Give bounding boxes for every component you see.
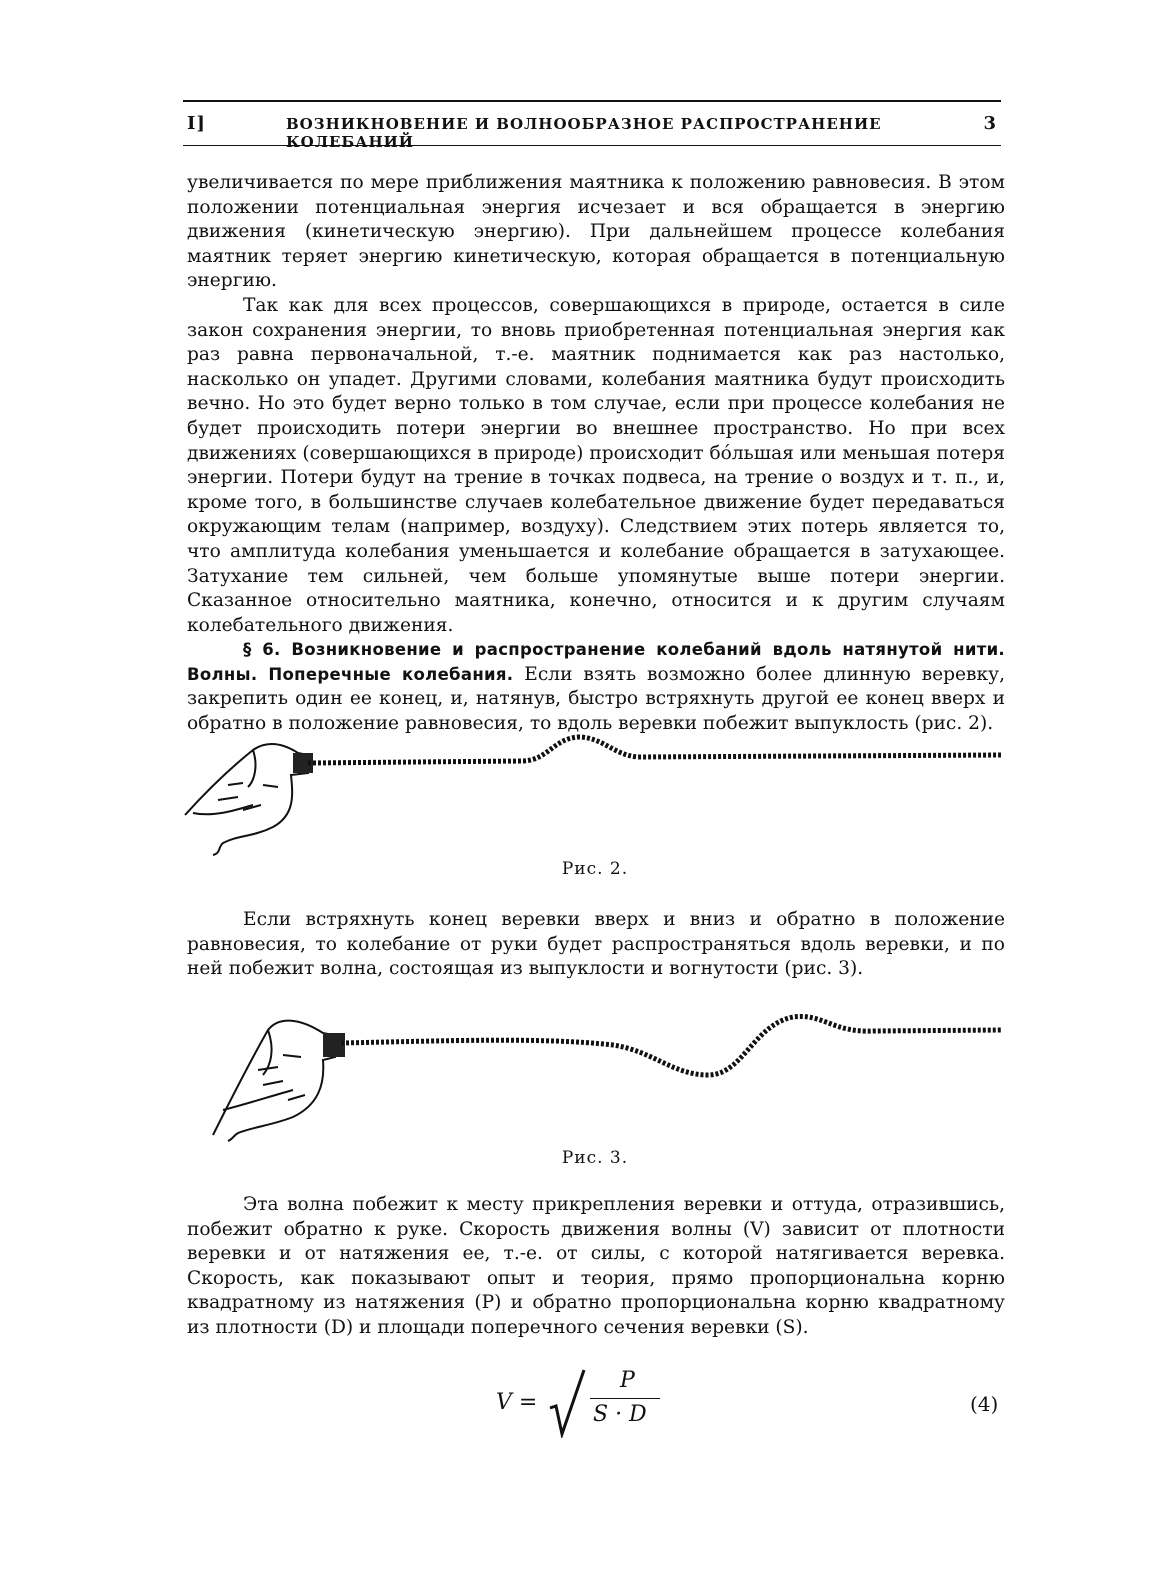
text-block-top: [187, 171, 1005, 737]
formula-denominator: S · D: [593, 1402, 647, 1427]
paragraph-1: увеличивается по мере приближения маятника к положению равновесия. В этом положении потенциальная энергия исчезает и вся обращается в энергию движения (кинетическую энергию). При дальнейшем процессе колебания маятник теряет энергию кинетическую, которая обращается в потенциальную энергию.: [187, 172, 1005, 292]
header-rule-top: [183, 100, 1001, 102]
paragraph-2: Так как для всех процессов, совершающихся в природе, остается в силе закон сохранения энергии, то вновь приобретенная потенциальная энергия как раз равна первоначальной, т.-е. маятник поднимается как раз настолько, насколько он упадет. Другими словами, колебания маятника будут происходить вечно. Но это будет верно только в том случае, если при процессе колебания не будет происходить потери энергии во внешнее пространство. Но при всех движениях (совершающихся в природе) происходит бо́льшая или меньшая потеря энергии. Потери будут на трение в точках подвеса, на трение о воздух и т. п., и, кроме того, в большинстве случаев колебательное движение будет передаваться окружающим телам (например, воздуху). Следствием этих потерь является то, что амплитуда колебания уменьшается и колебание обращается в затухающее. Затухание тем сильней, чем больше упомянутые выше потери энергии. Сказанное относительно маятника, конечно, относится и к другим случаям колебательного движения.: [187, 294, 1005, 636]
paragraph-5: Эта волна побежит к месту прикрепления веревки и оттуда, отразившись, побежит обратно к руке. Скорость движения волны (V) зависит от плотности веревки и от натяжения ее, т.-е. от силы, с которой натягивается веревка. Скорость, как показывают опыт и теория, прямо пропорциональна корню квадратному из натяжения (P) и обратно пропорциональна корню квадратному из плотности (D) и площади поперечного сечения веревки (S).: [187, 1194, 1005, 1338]
paragraph-4: Если встряхнуть конец веревки вверх и вниз и обратно в положение равновесия, то колебание от руки будет распространяться вдоль веревки, и по ней побежит волна, состоящая из выпуклости и вогнутости (рис. 3).: [187, 909, 1005, 980]
square-root-sign: [548, 1368, 588, 1438]
formula-numerator: P: [620, 1368, 635, 1393]
figure-2-rope-pulse: [183, 725, 1005, 865]
header-rule-bottom: [183, 145, 1001, 146]
figure-2-caption: Рис. 2.: [561, 859, 629, 879]
running-head: [183, 113, 1001, 151]
rope-with-pulse: [308, 737, 1001, 763]
chapter-number: I]: [187, 113, 206, 134]
text-block-bottom: [187, 1193, 1005, 1341]
figure-3-caption: Рис. 3.: [561, 1148, 629, 1168]
fraction-bar: [590, 1398, 660, 1399]
formula-4: [460, 1360, 720, 1440]
paragraph-3: [187, 638, 1005, 736]
hand-illustration: [185, 744, 308, 855]
text-block-middle: [187, 908, 1005, 982]
figure-3-rope-wave: [183, 1005, 1005, 1145]
running-title: ВОЗНИКНОВЕНИЕ И ВОЛНООБРАЗНОЕ РАСПРОСТРАНЕНИЕ КОЛЕБАНИЙ: [286, 115, 882, 151]
paragraph-3-text: Если взять возможно более длинную веревку, закрепить один ее конец, и, натянув, быстро встряхнуть другой ее конец вверх и обратно в положение равновесия, то вдоль веревки побежит выпуклость (рис. 2).: [187, 663, 1005, 735]
hand-illustration: [213, 1021, 335, 1141]
equation-number: (4): [970, 1392, 999, 1416]
page-number: 3: [983, 113, 997, 134]
formula-lhs: V =: [496, 1390, 538, 1415]
rope-with-wave: [341, 1016, 1001, 1075]
section-heading: § 6. Возникновение и распространение колебаний вдоль натянутой нити. Волны. Поперечные колебания.: [187, 640, 1005, 684]
